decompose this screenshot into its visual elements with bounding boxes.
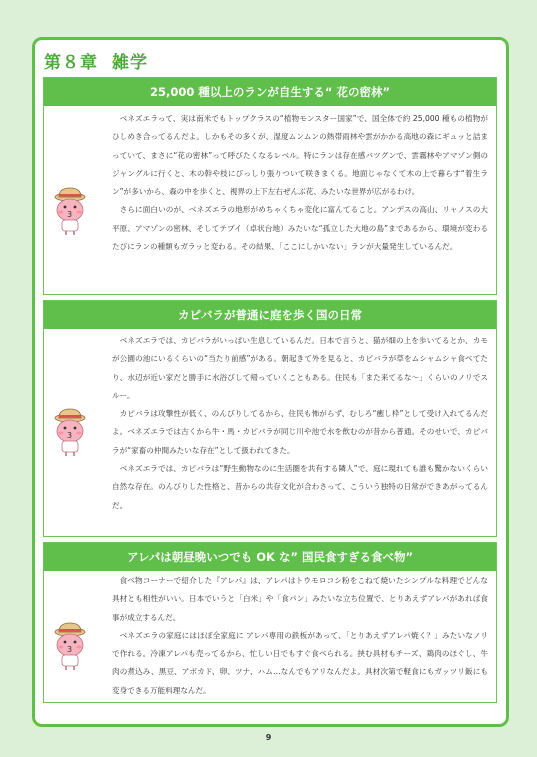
section-text <box>112 332 488 515</box>
section-heading: 25,000 種以上のランが自生する“ 花の密林” <box>44 78 496 106</box>
section-body <box>44 106 496 294</box>
paragraph: ベネズエラって、実は南米でもトップクラスの“植物モンスター国家”で、国全体で約 25,000 種もの植物がひしめき合ってるんだよ。しかもその多くが、湿度ムンムンの熱帯雨林や雲がかかる高地の森にギュッと詰まっていて、まさに“花の密林”って呼びたくなるレベル。特にランは存在感バツグンで、雲霧林やアマゾン側のジャングルに行くと、木の幹や枝にびっしり張りついて咲きまくる。地面じゃなくて木の上で暮らす“着生ラン”が多いから、森の中を歩くと、視界の上下左右ぜんぶ花、みたいな世界が広がるわけ。 <box>112 114 488 197</box>
section-body <box>44 329 496 536</box>
mascot-character-icon <box>50 186 90 236</box>
paragraph: ベネズエラでは、カピバラは“野生動物なのに生活圏を共有する隣人”で、庭に現れても誰も驚かないくらい自然な存在。のんびりした性格と、昔からの共存文化が合わさって、こういう独特の日常ができあがってるんだ。 <box>112 464 488 510</box>
section-capybara <box>43 300 497 537</box>
chapter-number: 第８章 <box>44 53 98 73</box>
svg-text:3: 3 <box>67 431 73 440</box>
mascot-character-icon <box>50 407 90 457</box>
section-body <box>44 571 496 702</box>
page-number: 9 <box>265 733 272 742</box>
paragraph: ベネズエラでは、カピバラがいっぱい生息しているんだ。日本で言うと、猫が畑の上を歩いてるとか、カモが公園の池にいるくらいの“当たり前感”がある。朝起きて外を見ると、カピバラが草をムシャムシャ食べてたり、水辺が近い家だと勝手に水浴びして帰っていくこともある。住民も「また来てるな～」くらいのノリでスルー。 <box>112 336 488 400</box>
section-heading: アレパは朝昼晩いつでも OK な” 国民食すぎる食べ物” <box>44 543 496 571</box>
paragraph: 食べ物コーナーで紹介した『アレパ』は、アレパはトウモロコシ粉をこねて焼いたシンプルな料理でどんな具材とも相性がいい。日本でいうと「白米」や「食パン」みたいな立ち位置で、とりあえずアレパがあれば食事が成立するんだ。 <box>112 576 488 622</box>
chapter-title <box>44 48 148 73</box>
section-heading: カピバラが普通に庭を歩く国の日常 <box>44 301 496 329</box>
section-orchids <box>43 77 497 295</box>
paragraph: カピバラは攻撃性が低く、のんびりしてるから、住民も怖がらず、むしろ“癒し枠”として受け入れてるんだよ。ベネズエラでは古くから牛・馬・カピバラが同じ川や池で水を飲むのが昔から普通。そのせいで、カピバラが“家畜の仲間みたいな存在”として扱われてきた。 <box>112 409 488 455</box>
section-text <box>112 572 488 700</box>
mascot-character-icon <box>50 621 90 671</box>
chapter-name: 雑学 <box>112 53 148 73</box>
svg-text:3: 3 <box>67 210 73 219</box>
paragraph: ベネズエラの家庭にはほぼ全家庭に アレパ専用の鉄板があって、「とりあえずアレパ焼く？」みたいなノリで作れる。冷凍アレパも売ってるから、忙しい日でもすぐ食べられる。挟む具材もチーズ、鶏肉のほぐし、牛肉の煮込み、黒豆、アボカド、卵、ツナ、ハム…なんでもアリなんだよ。具材次第で軽食にもガッツリ飯にも変身できる万能料理なんだ。 <box>112 630 488 695</box>
paragraph: さらに面白いのが、ベネズエラの地形がめちゃくちゃ変化に富んてること。アンデスの高山、リャノスの大平原、アマゾンの密林、そしてテプイ（卓状台地）みたいな“孤立した大地の島”まであるから、環境が変わるたびにランの種類もガラッと変わる。その結果、「ここにしかいない」ランが大量発生しているんだ。 <box>112 205 488 252</box>
section-arepa <box>43 542 497 703</box>
section-text <box>112 110 488 256</box>
svg-text:3: 3 <box>67 645 73 654</box>
